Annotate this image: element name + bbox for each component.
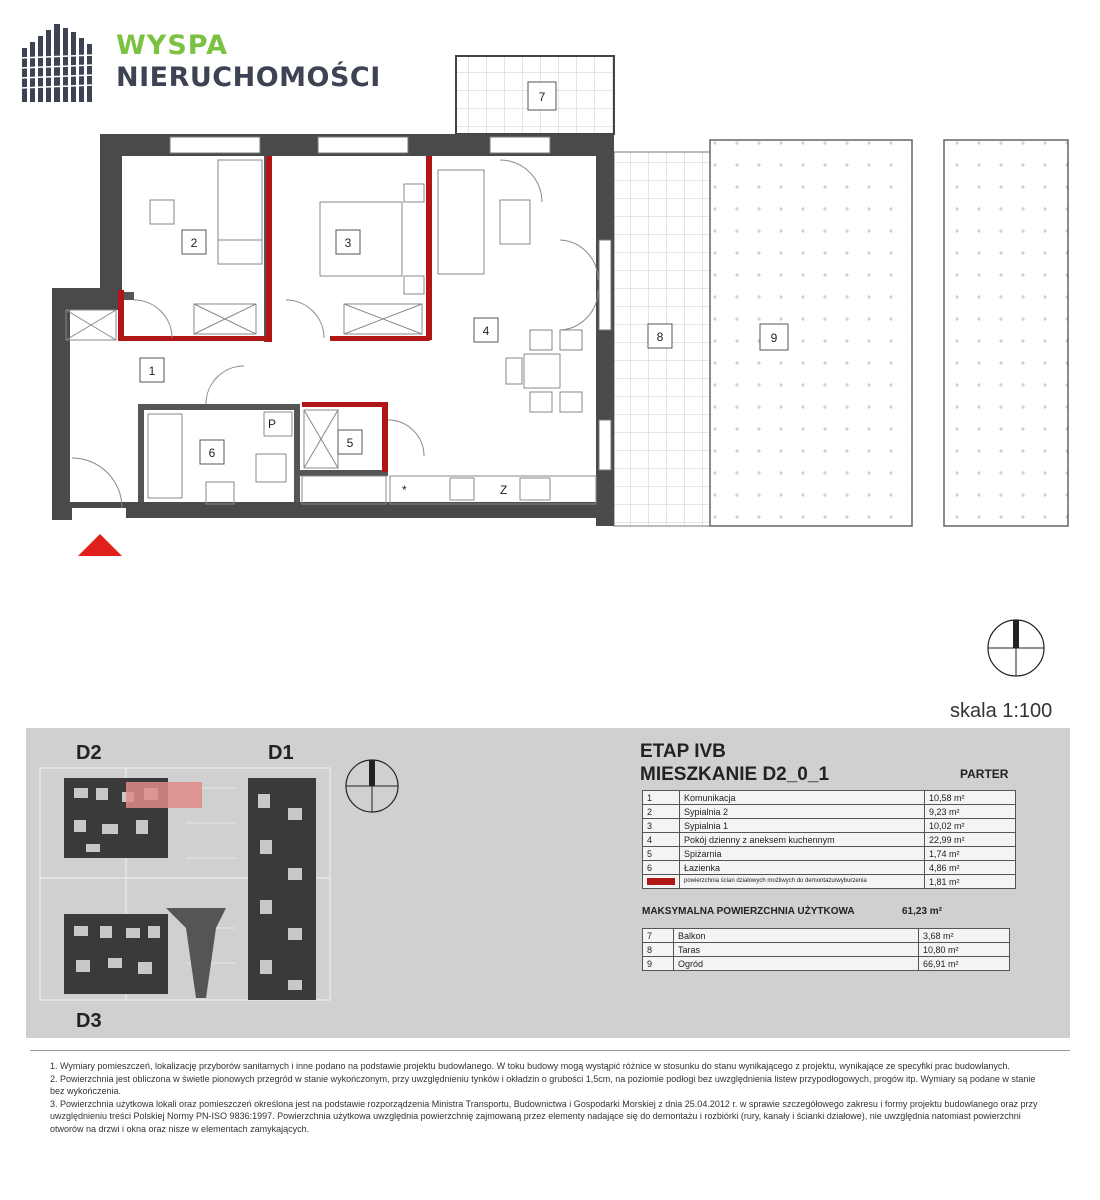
room-area: 66,91 m² bbox=[919, 957, 1010, 971]
apartment-highlight bbox=[126, 782, 202, 808]
hob-label: * bbox=[402, 483, 407, 497]
apartment-label: MIESZKANIE D2_0_1 bbox=[640, 764, 830, 785]
max-area-value: 61,23 m² bbox=[902, 906, 943, 917]
etap-label: ETAP IVB bbox=[640, 741, 726, 762]
table-row bbox=[643, 791, 1016, 805]
fridge-label: Z bbox=[500, 483, 508, 497]
room-area: 10,02 m² bbox=[925, 819, 1016, 833]
notes bbox=[50, 1060, 1040, 1135]
building-d1-label: D1 bbox=[268, 742, 294, 764]
outdoor-areas-table bbox=[642, 928, 1010, 971]
note-1: 1. Wymiary pomieszczeń, lokalizację przyborów sanitarnych i inne podano na podstawie projektu budowlanego. W toku budowy mogą wystąpić różnice w stosunku do stanu wynikającego z projektu, wynikające ze specyfiki prac budowlanych. bbox=[50, 1061, 1010, 1071]
table-row bbox=[643, 847, 1016, 861]
room-no: 6 bbox=[643, 861, 680, 875]
table-row bbox=[643, 805, 1016, 819]
room-8-label: 8 bbox=[656, 330, 664, 344]
walls-area: 1,81 m² bbox=[925, 875, 1016, 889]
room-no: 8 bbox=[643, 943, 674, 957]
room-no: 3 bbox=[643, 819, 680, 833]
apartment-title bbox=[640, 740, 829, 786]
north-compass-icon bbox=[988, 620, 1044, 676]
room-no: 5 bbox=[643, 847, 680, 861]
table-row bbox=[643, 833, 1016, 847]
table-row bbox=[643, 819, 1016, 833]
table-row bbox=[643, 861, 1016, 875]
room-no: 2 bbox=[643, 805, 680, 819]
table-row bbox=[643, 929, 1010, 943]
room-name: Sypialnia 2 bbox=[680, 805, 925, 819]
room-7-label: 7 bbox=[538, 90, 546, 104]
floor-label: PARTER bbox=[960, 767, 1009, 781]
note-3: 3. Powierzchnia użytkowa lokali oraz pomieszczeń określona jest na podstawie rozporządzenia Ministra Transportu, Budownictwa i Gospodarki Morskiej z dnia 25.04.2012 r. w sprawie szczegółowego zakresu i formy projektu budowlanego oraz przy uwzględnieniu treści Polskiej Normy PN-ISO 9836:1997. Powierzchnia użytkowa uwzględnia powierzchnię zajmowaną przez elementy nadające się do demontażu i rozbiórki (rury, kanały i ścianki działowe), nie uwzględnia natomiast powierzchni otworów na drzwi i okna oraz nisze w elementach zamykających. bbox=[50, 1098, 1038, 1134]
room-1-label: 1 bbox=[148, 364, 156, 378]
room-name: Spiżarnia bbox=[680, 847, 925, 861]
brand-line-2: NIERUCHOMOŚCI bbox=[116, 62, 381, 93]
max-area-row bbox=[642, 906, 1016, 917]
room-area: 10,58 m² bbox=[925, 791, 1016, 805]
room-9-label: 9 bbox=[770, 331, 778, 345]
room-2-label: 2 bbox=[190, 236, 198, 250]
room-5-label: 5 bbox=[346, 436, 354, 450]
room-no: 9 bbox=[643, 957, 674, 971]
room-name: Pokój dzienny z aneksem kuchennym bbox=[680, 833, 925, 847]
garden-area-2 bbox=[944, 140, 1068, 526]
brand-line-1: WYSPA bbox=[116, 30, 228, 61]
walls-note: powierzchnia ścian działowych możliwych do demontażu/wyburzenia bbox=[680, 875, 925, 889]
room-6-label: 6 bbox=[208, 446, 216, 460]
pantry-p-label: P bbox=[268, 417, 277, 431]
walls-row bbox=[643, 875, 1016, 889]
building-d3-label: D3 bbox=[76, 1010, 102, 1032]
building-d2-label: D2 bbox=[76, 742, 102, 764]
scale-label: skala 1:100 bbox=[950, 700, 1053, 722]
red-wall-swatch bbox=[643, 875, 680, 889]
max-area-label: MAKSYMALNA POWIERZCHNIA UŻYTKOWA bbox=[642, 906, 855, 917]
room-area: 9,23 m² bbox=[925, 805, 1016, 819]
room-no: 7 bbox=[643, 929, 674, 943]
entrance-marker-icon bbox=[78, 534, 122, 556]
garden-area bbox=[710, 140, 912, 526]
room-area: 4,86 m² bbox=[925, 861, 1016, 875]
divider bbox=[30, 1050, 1070, 1051]
room-name: Taras bbox=[674, 943, 919, 957]
room-name: Komunikacja bbox=[680, 791, 925, 805]
room-areas-table bbox=[642, 790, 1016, 889]
room-area: 3,68 m² bbox=[919, 929, 1010, 943]
room-name: Ogród bbox=[674, 957, 919, 971]
room-no: 1 bbox=[643, 791, 680, 805]
room-area: 10,80 m² bbox=[919, 943, 1010, 957]
room-area: 22,99 m² bbox=[925, 833, 1016, 847]
room-area: 1,74 m² bbox=[925, 847, 1016, 861]
room-4-label: 4 bbox=[482, 324, 490, 338]
room-name: Sypialnia 1 bbox=[680, 819, 925, 833]
room-name: Łazienka bbox=[680, 861, 925, 875]
table-row bbox=[643, 957, 1010, 971]
room-no: 4 bbox=[643, 833, 680, 847]
site-compass-icon bbox=[346, 760, 398, 812]
room-3-label: 3 bbox=[344, 236, 352, 250]
room-name: Balkon bbox=[674, 929, 919, 943]
note-2: 2. Powierzchnia jest obliczona w świetle pionowych przegród w stanie wykończonym, przy uwzględnieniu tynków i okładzin o grubości 1,5cm, na poziomie podłogi bez uwzględnienia listew przypodłogowych, progów itp. Wymiary są podane w stanie bez wykończenia. bbox=[50, 1073, 1036, 1096]
table-row bbox=[643, 943, 1010, 957]
